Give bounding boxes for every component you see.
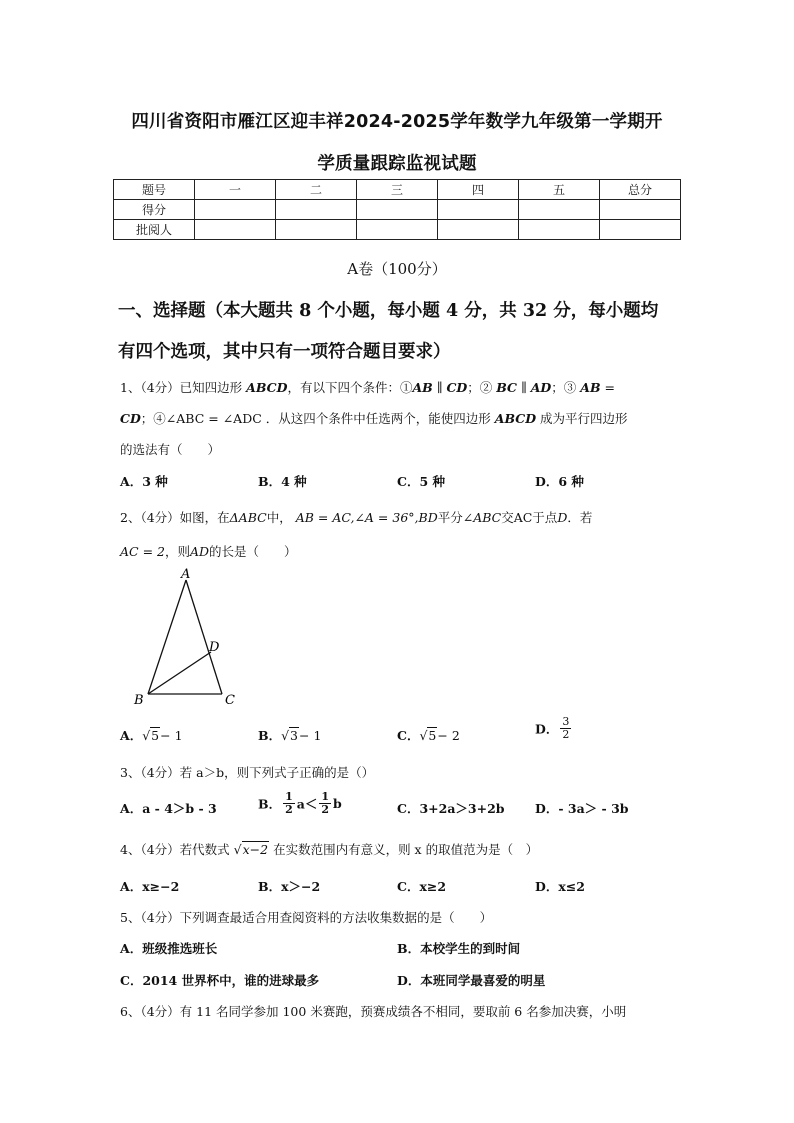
q1-option-d[interactable]: D．6 种: [535, 474, 584, 489]
part-title: A卷（100分）: [347, 260, 447, 278]
table-header-cell: 五: [519, 180, 600, 200]
table-header-cell: 总分: [600, 180, 681, 200]
q4-option-c[interactable]: C．x≥2: [397, 879, 447, 894]
q4-option-a[interactable]: A．x≥−2: [120, 879, 180, 894]
score-table-header-row: [114, 180, 681, 200]
score-cell[interactable]: [195, 220, 276, 240]
score-table-row: [114, 200, 681, 220]
table-header-cell: 二: [276, 180, 357, 200]
q2-option-d[interactable]: D． $\frac{3}{2}$: [535, 715, 570, 741]
score-cell[interactable]: [276, 200, 357, 220]
q3-option-b[interactable]: B． $\frac{1}{2}$ a＜ $\frac{1}{2}$ b: [258, 790, 342, 816]
q5-option-c[interactable]: C．2014 世界杯中，谁的进球最多: [120, 973, 320, 988]
q2-option-a[interactable]: A．√5− 1: [120, 728, 183, 743]
question-6-text: 6、（4分）有 11 名同学参加 100 米赛跑，预赛成绩各不相同，要取前 6 名参加决赛，小明: [120, 1004, 627, 1019]
q2-option-b[interactable]: B．√3− 1: [258, 728, 322, 743]
triangle-figure: [128, 566, 240, 712]
score-cell[interactable]: [276, 220, 357, 240]
vertex-label-b: B: [134, 693, 144, 708]
score-table-row: [114, 220, 681, 240]
q5-option-b[interactable]: B．本校学生的到时间: [397, 941, 521, 956]
score-cell[interactable]: [519, 200, 600, 220]
score-cell[interactable]: [600, 220, 681, 240]
side-ab: [148, 580, 186, 694]
score-cell[interactable]: [357, 200, 438, 220]
question-4-text: 4、（4分）若代数式 √x−2 在实数范围内有意义，则 x 的取值范为是（ ）: [120, 842, 539, 857]
question-3-text: 3、（4分）若 a＞b，则下列式子正确的是（）: [120, 765, 375, 780]
q4-option-d[interactable]: D．x≤2: [535, 879, 585, 894]
vertex-label-d: D: [209, 640, 220, 655]
q1-option-b[interactable]: B．4 种: [258, 474, 307, 489]
score-cell[interactable]: [600, 200, 681, 220]
q1-option-a[interactable]: A．3 种: [120, 474, 168, 489]
question-2-line2: AC = 2，则AD的长是（ ）: [120, 544, 297, 559]
question-1-line3: 的选法有（ ）: [120, 442, 221, 457]
q3-option-c[interactable]: C．3+2a＞3+2b: [397, 801, 505, 816]
table-header-cell: 四: [438, 180, 519, 200]
segment-bd: [148, 652, 211, 694]
score-cell[interactable]: [438, 200, 519, 220]
q3-option-a[interactable]: A．a - 4＞b - 3: [120, 801, 217, 816]
score-cell[interactable]: [438, 220, 519, 240]
document-title-line1: 四川省资阳市雁江区迎丰祥2024-2025学年数学九年级第一学期开: [131, 112, 663, 132]
q2-option-c[interactable]: C．√5− 2: [397, 728, 460, 743]
q5-option-a[interactable]: A．班级推选班长: [120, 941, 218, 956]
side-ac: [186, 580, 222, 694]
table-header-cell: 三: [357, 180, 438, 200]
section-heading-line1: 一、选择题（本大题共 8 个小题，每小题 4 分，共 32 分，每小题均: [118, 301, 659, 321]
score-cell[interactable]: [519, 220, 600, 240]
question-2-line1: 2、（4分）如图，在ΔABC中， AB = AC,∠A = 36°,BD平分∠ABC交AC于点D．若: [120, 510, 593, 525]
document-title-line2: 学质量跟踪监视试题: [317, 154, 477, 174]
q1-option-c[interactable]: C．5 种: [397, 474, 445, 489]
question-1-line2: CD；④∠ABC = ∠ADC ．从这四个条件中任选两个，能使四边形 ABCD 成为平行四边形: [120, 411, 628, 426]
score-cell[interactable]: [357, 220, 438, 240]
table-row-label: 得分: [114, 200, 195, 220]
table-header-cell: 一: [195, 180, 276, 200]
vertex-label-c: C: [225, 693, 235, 708]
score-cell[interactable]: [195, 200, 276, 220]
table-row-label: 批阅人: [114, 220, 195, 240]
section-heading-line2: 有四个选项，其中只有一项符合题目要求）: [118, 342, 451, 362]
q3-option-d[interactable]: D．- 3a＞ - 3b: [535, 801, 629, 816]
question-5-text: 5、（4分）下列调查最适合用查阅资料的方法收集数据的是（ ）: [120, 910, 493, 925]
vertex-label-a: A: [181, 567, 191, 582]
question-1-line1: 1、（4分）已知四边形 ABCD，有以下四个条件：①AB ∥ CD；② BC ∥ AD；③ AB =: [120, 380, 615, 395]
q5-option-d[interactable]: D．本班同学最喜爱的明星: [397, 973, 546, 988]
score-table: [113, 179, 681, 240]
q4-option-b[interactable]: B．x＞−2: [258, 879, 321, 894]
table-header-cell: 题号: [114, 180, 195, 200]
